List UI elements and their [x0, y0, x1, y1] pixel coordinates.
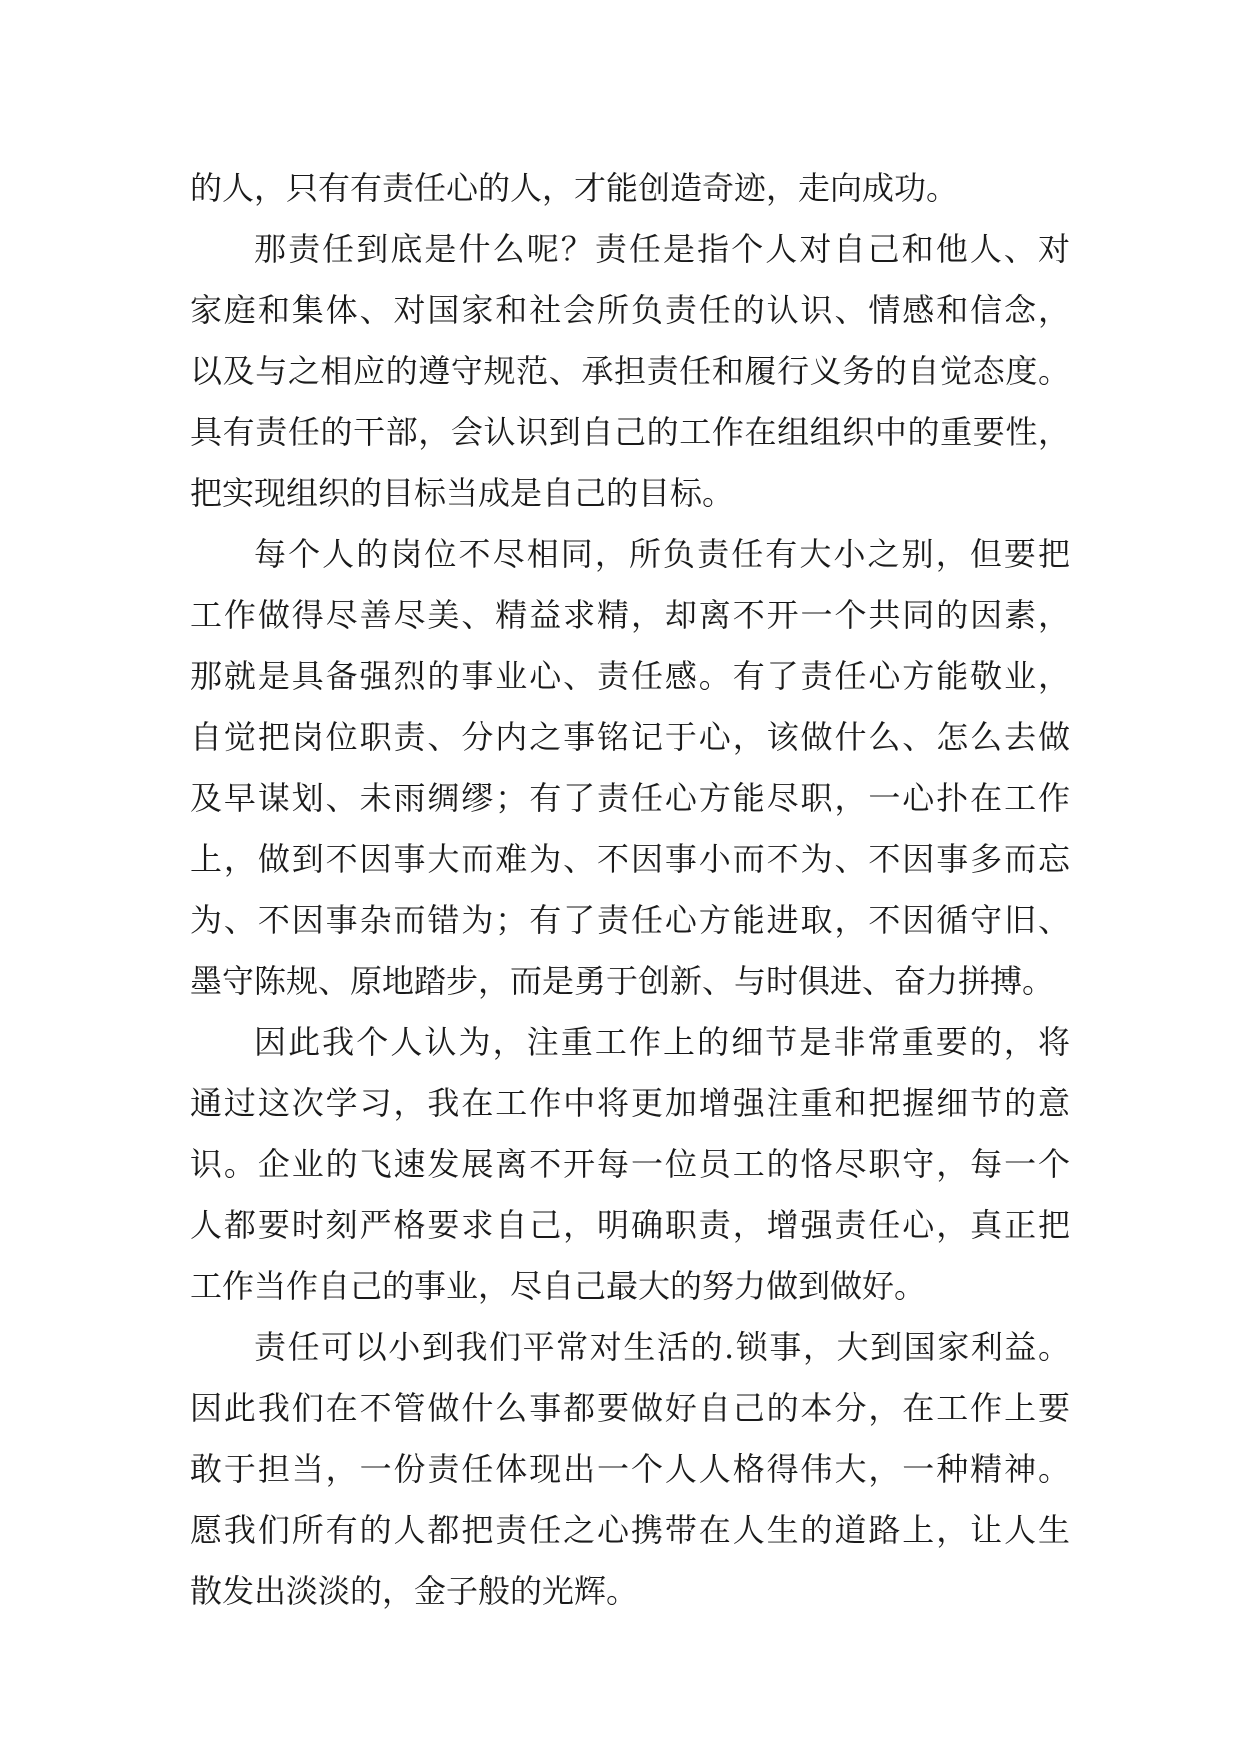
text-line: 每个人的岗位不尽相同，所负责任有大小之别，但要把 [254, 535, 1070, 573]
text-line: 具有责任的干部，会认识到自己的工作在组组织中的重要性， [190, 413, 1070, 451]
text-line: 墨守陈规、原地踏步，而是勇于创新、与时俱进、奋力拼搏。 [190, 962, 1055, 1000]
text-line: 愿我们所有的人都把责任之心携带在人生的道路上，让人生 [190, 1511, 1070, 1549]
text-line: 工作当作自己的事业，尽自己最大的努力做到做好。 [190, 1267, 927, 1305]
text-line: 那就是具备强烈的事业心、责任感。有了责任心方能敬业， [190, 657, 1070, 695]
text-line: 敢于担当，一份责任体现出一个人人格得伟大，一种精神。 [190, 1450, 1070, 1488]
text-line: 上，做到不因事大而难为、不因事小而不为、不因事多而忘 [190, 840, 1070, 878]
text-line: 因此我个人认为，注重工作上的细节是非常重要的，将 [254, 1023, 1070, 1061]
text-line: 通过这次学习，我在工作中将更加增强注重和把握细节的意 [190, 1084, 1070, 1122]
text-line: 工作做得尽善尽美、精益求精，却离不开一个共同的因素， [190, 596, 1070, 634]
text-line: 及早谋划、未雨绸缪；有了责任心方能尽职，一心扑在工作 [190, 779, 1070, 817]
text-line: 自觉把岗位职责、分内之事铭记于心，该做什么、怎么去做 [190, 718, 1070, 756]
text-line: 因此我们在不管做什么事都要做好自己的本分，在工作上要 [190, 1389, 1070, 1427]
text-line: 识。企业的飞速发展离不开每一位员工的恪尽职守，每一个 [190, 1145, 1070, 1183]
text-line: 以及与之相应的遵守规范、承担责任和履行义务的自觉态度。 [190, 352, 1070, 390]
text-line: 的人，只有有责任心的人，才能创造奇迹，走向成功。 [190, 169, 959, 207]
text-line: 把实现组织的目标当成是自己的目标。 [190, 474, 735, 512]
text-line: 责任可以小到我们平常对生活的.锁事，大到国家利益。 [254, 1328, 1070, 1366]
document-body [190, 158, 1070, 1622]
text-line: 人都要时刻严格要求自己，明确职责，增强责任心，真正把 [190, 1206, 1070, 1244]
text-line: 为、不因事杂而错为；有了责任心方能进取，不因循守旧、 [190, 901, 1070, 939]
text-line: 那责任到底是什么呢？责任是指个人对自己和他人、对 [254, 230, 1070, 268]
text-line: 家庭和集体、对国家和社会所负责任的认识、情感和信念， [190, 291, 1070, 329]
text-line: 散发出淡淡的，金子般的光辉。 [190, 1572, 639, 1610]
